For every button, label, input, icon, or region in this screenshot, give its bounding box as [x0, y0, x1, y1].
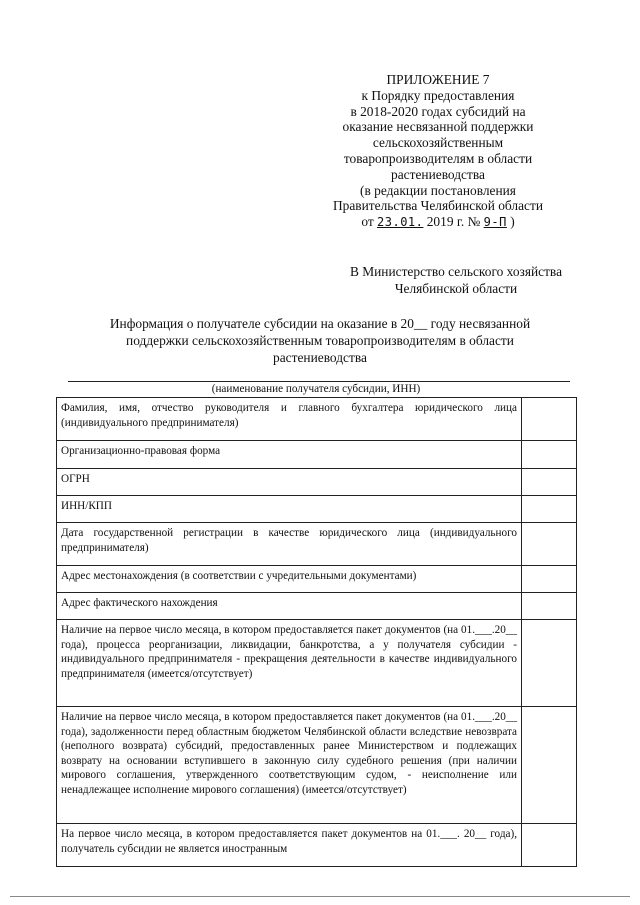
row-value-cell — [522, 593, 577, 620]
title-line: поддержки сельскохозяйственным товаропроизводителям в области — [126, 333, 514, 348]
appendix-line: в 2018-2020 годах субсидий на — [350, 103, 526, 119]
handwritten-number: 9-П — [483, 215, 507, 230]
addressee-line: В Министерство сельского хозяйства — [349, 264, 563, 279]
title-line: Информация о получателе субсидии на оказание в 20__ году несвязанной — [109, 316, 531, 331]
table-row — [57, 566, 577, 593]
row-label: Наличие на первое число месяца, в котором предоставляется пакет документов (на 01.___.20__ года), задолженности перед областным бюджетом Челябинской области вследствие невозврата (неполного возврата) субсидий, предоставленных ранее Министерством и подлежащих возврату на основании вступившего в законную силу судебного решения (при наличии мирового соглашения, утвержденного соответствующим судом, - неисполнение или ненадлежащее исполнение мирового соглашения) (имеется/отсутствует) — [57, 707, 522, 824]
recipient-name-line — [68, 381, 570, 382]
row-label: ОГРН — [57, 469, 522, 496]
table-row — [57, 707, 577, 824]
title-line: растениеводства — [273, 350, 367, 365]
table-row — [57, 398, 577, 441]
appendix-line: товаропроизводителям в области — [343, 150, 533, 166]
row-label: Фамилия, имя, отчество руководителя и главного бухгалтера юридического лица (индивидуального предпринимателя) — [57, 398, 522, 441]
row-value-cell — [522, 523, 577, 566]
row-value-cell — [522, 566, 577, 593]
scan-bottom-edge — [10, 896, 630, 897]
row-value-cell — [522, 469, 577, 496]
table-row — [57, 824, 577, 867]
recipient-name-caption: (наименование получателя субсидии, ИНН) — [211, 383, 421, 395]
table-row — [57, 593, 577, 620]
appendix-line: оказание несвязанной поддержки — [342, 119, 534, 135]
row-label: На первое число месяца, в котором предоставляется пакет документов на 01.___. 20__ года), получатель субсидии не является иностранным — [57, 824, 522, 867]
row-value-cell — [522, 441, 577, 469]
table-row — [57, 496, 577, 523]
document-title — [60, 315, 580, 366]
appendix-line: сельскохозяйственным — [372, 135, 504, 151]
row-value-cell — [522, 620, 577, 707]
row-value-cell — [522, 496, 577, 523]
appendix-line: растениеводства — [391, 166, 485, 182]
row-label: Адрес фактического нахождения — [57, 593, 522, 620]
appendix-line: к Порядку предоставления — [361, 87, 515, 103]
row-label: ИНН/КПП — [57, 496, 522, 523]
table-row — [57, 523, 577, 566]
appendix-line: (в редакции постановления — [360, 182, 516, 198]
row-label: Дата государственной регистрации в качестве юридического лица (индивидуального предпринимателя) — [57, 523, 522, 566]
row-label: Организационно-правовая форма — [57, 441, 522, 469]
resolution-date-line — [322, 214, 554, 231]
row-label: Адрес местонахождения (в соответствии с учредительными документами) — [57, 566, 522, 593]
table-row — [57, 469, 577, 496]
row-label: Наличие на первое число месяца, в котором предоставляется пакет документов (на 01.___.20__ года), процесса реорганизации, ликвидации, банкротства, а у получателя субсидии - индивидуального предпринимателя - прекращения деятельности в качестве индивидуального предпринимателя (имеется/отсутствует) — [57, 620, 522, 707]
addressee-block — [318, 263, 594, 297]
addressee-line: Челябинской области — [394, 281, 518, 296]
handwritten-date: 23.01. — [377, 215, 424, 230]
row-value-cell — [522, 398, 577, 441]
table-row — [57, 441, 577, 469]
table-row — [57, 620, 577, 707]
appendix-heading: ПРИЛОЖЕНИЕ 7 — [386, 72, 490, 87]
appendix-line: Правительства Челябинской области — [333, 198, 543, 214]
recipient-info-table — [56, 397, 577, 867]
row-value-cell — [522, 824, 577, 867]
appendix-header — [322, 72, 554, 231]
date-prefix: от — [361, 214, 378, 230]
row-value-cell — [522, 707, 577, 824]
date-suffix: ) — [506, 214, 515, 230]
date-year: 2019 г. № — [423, 214, 484, 230]
